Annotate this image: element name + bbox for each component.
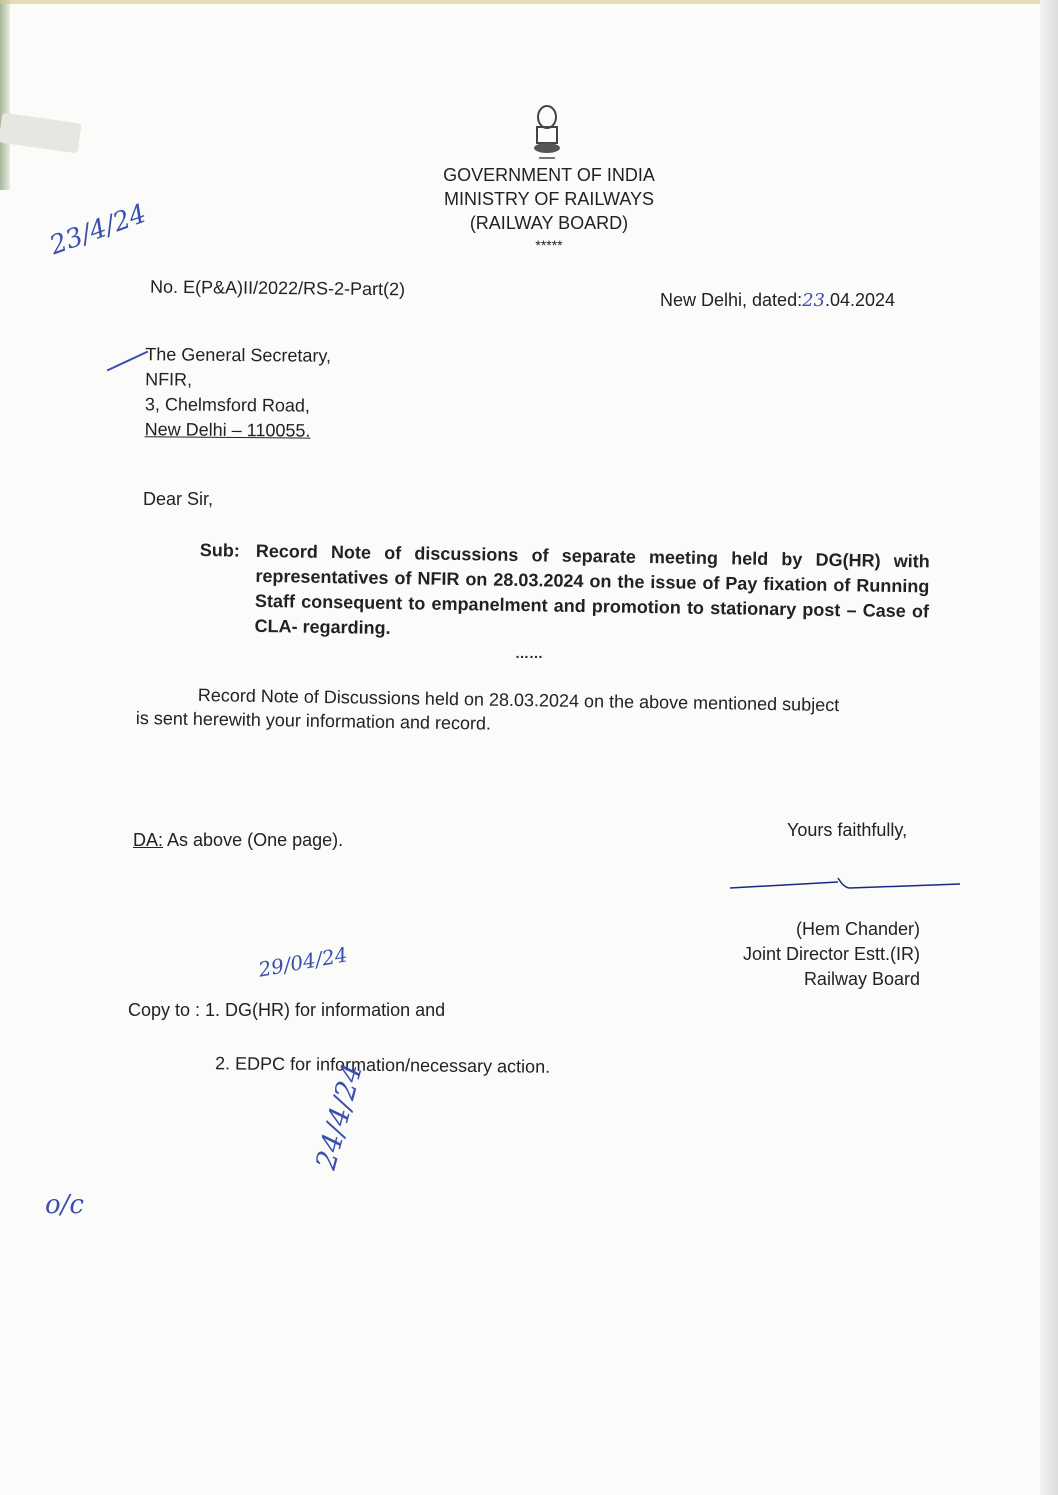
body-line-2: is sent herewith your information and record.	[135, 708, 492, 734]
tag-string	[0, 113, 82, 154]
handwritten-bottom-note: 24/4/24	[309, 1060, 369, 1173]
date-prefix: New Delhi, dated:	[660, 290, 803, 310]
letterhead-government: GOVERNMENT OF INDIA	[443, 165, 655, 185]
addressee-line: NFIR,	[145, 369, 193, 390]
signatory-office: Railway Board	[803, 969, 920, 989]
enclosure	[133, 830, 343, 851]
addressee-line: The General Secretary,	[145, 344, 332, 366]
subject-block	[198, 538, 929, 649]
copy-to-item-2: 2. EDPC for information/necessary action.	[214, 1053, 551, 1077]
date-rest: .04.2024	[824, 290, 896, 310]
letterhead-stars: *****	[535, 237, 563, 253]
addressee-line: 3, Chelmsford Road,	[144, 394, 311, 416]
addressee-line: New Delhi – 110055.	[144, 419, 311, 441]
handwritten-margin-note: o/c	[45, 1190, 84, 1220]
separator: ……	[515, 645, 543, 661]
binding-shadow	[0, 0, 10, 190]
date-day-handwritten: 23	[802, 290, 825, 311]
closing: Yours faithfully,	[787, 820, 908, 840]
signatory-name: (Hem Chander)	[795, 919, 920, 939]
reference-number: No. E(P&A)II/2022/RS-2-Part(2)	[149, 276, 406, 300]
letterhead-ministry: MINISTRY OF RAILWAYS	[443, 189, 655, 209]
national-emblem	[527, 103, 567, 163]
subject-label: Sub:	[199, 539, 240, 561]
salutation: Dear Sir,	[143, 489, 214, 509]
letterhead-board: (RAILWAY BOARD)	[469, 213, 629, 233]
handwritten-note-top: 23/4/24	[45, 198, 151, 262]
signature	[728, 870, 963, 900]
enclosure-text: As above (One page).	[163, 830, 344, 850]
signatory-block	[680, 917, 920, 992]
enclosure-label: DA:	[133, 830, 164, 850]
subject-text: Record Note of discussions of separate meeting held by DG(HR) with representatives of NFIR on 28.03.2024 on the issue of Pay fixation of Running Staff consequent to empanelment and promotion to stationary post – Case of CLA- regarding.	[254, 540, 930, 639]
body-line-1: Record Note of Discussions held on 28.03.2024 on the above mentioned subject	[197, 685, 840, 716]
handwritten-copy-note: 29/04/24	[256, 942, 350, 982]
page-top-edge	[0, 0, 1058, 4]
tick-mark	[107, 351, 149, 372]
signatory-designation: Joint Director Estt.(IR)	[742, 944, 920, 964]
copy-to-item-1: 1. DG(HR) for information and	[205, 1000, 446, 1020]
copy-to-line-1	[128, 1000, 445, 1021]
copy-to-label: Copy to :	[128, 1000, 206, 1020]
addressee-block	[145, 342, 332, 444]
letter-date	[660, 290, 895, 311]
